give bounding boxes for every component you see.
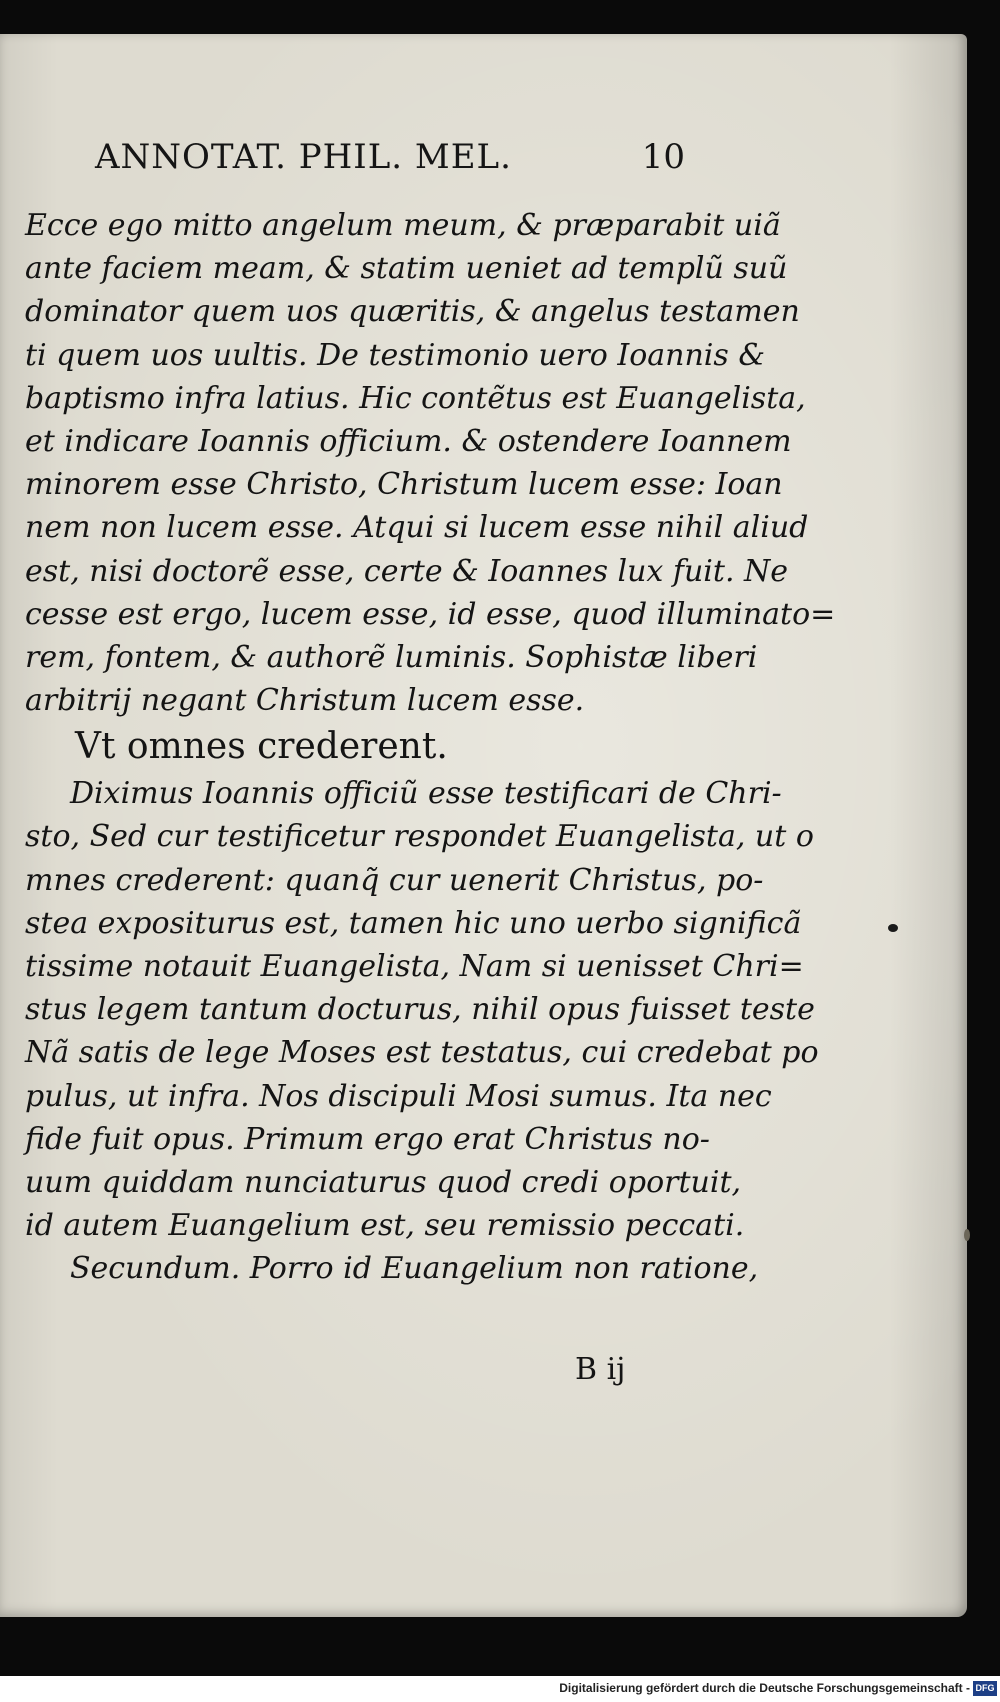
ink-spot <box>888 924 898 932</box>
text-line: baptismo infra latius. Hic contẽtus est Euangelista, <box>25 380 806 416</box>
text-line: fide fuit opus. Primum ergo erat Christus no- <box>25 1121 710 1157</box>
book-page <box>0 34 967 1617</box>
text-line: sto, Sed cur testificetur respondet Euangelista, ut o <box>25 819 814 855</box>
text-line: tissime notauit Euangelista, Nam si uenisset Chri= <box>25 949 804 984</box>
text-line: Nã satis de lege Moses est testatus, cui credebat po <box>25 1035 819 1071</box>
page-number: 10 <box>641 137 685 177</box>
footer-bar <box>0 1676 1000 1702</box>
text-line: mnes crederent: quanq̃ cur uenerit Christus, po- <box>25 862 764 898</box>
dfg-logo: DFG <box>973 1681 997 1696</box>
funding-credit: Digitalisierung gefördert durch die Deutsche Forschungsgemeinschaft - <box>559 1681 970 1695</box>
text-line: Diximus Ioannis officiũ esse testificari de Chri- <box>70 776 782 812</box>
text-line: et indicare Ioannis officium. & ostendere Ioannem <box>25 423 792 459</box>
text-line: arbitrij negant Christum lucem esse. <box>25 683 585 719</box>
text-line: cesse est ergo, lucem esse, id esse, quod illuminato= <box>25 596 836 632</box>
text-line: dominator quem uos quæritis, & angelus testamen <box>25 294 800 330</box>
running-head <box>95 137 685 197</box>
ink-spot <box>964 1229 970 1241</box>
text-line: ante faciem meam, & statim ueniet ad templũ suũ <box>25 251 788 287</box>
text-line: ti quem uos uultis. De testimonio uero Ioannis & <box>25 337 766 373</box>
text-line: rem, fontem, & authorẽ luminis. Sophistæ liberi <box>25 639 758 675</box>
text-line: est, nisi doctorẽ esse, certe & Ioannes lux fuit. Ne <box>25 553 789 589</box>
text-line: nem non lucem esse. Atqui si lucem esse nihil aliud <box>25 510 809 546</box>
text-line: Ecce ego mitto angelum meum, & præparabit uiã <box>25 208 781 243</box>
text-line: pulus, ut infra. Nos discipuli Mosi sumus. Ita nec <box>25 1078 772 1114</box>
text-line: stus legem tantum docturus, nihil opus fuisset teste <box>25 992 815 1028</box>
text-line: uum quiddam nunciaturus quod credi oportuit, <box>25 1164 742 1200</box>
text-line: id autem Euangelium est, seu remissio peccati. <box>25 1208 745 1244</box>
signature-mark: B ij <box>575 1352 626 1387</box>
text-line: Secundum. Porro id Euangelium non ratione, <box>70 1251 759 1287</box>
running-title: ANNOTAT. PHIL. MEL. <box>95 137 512 177</box>
section-heading: Vt omnes crederent. <box>75 726 448 768</box>
text-line: stea expositurus est, tamen hic uno uerbo significã <box>25 905 802 941</box>
text-line: minorem esse Christo, Christum lucem esse: Ioan <box>25 467 783 503</box>
body-text <box>25 204 836 1291</box>
